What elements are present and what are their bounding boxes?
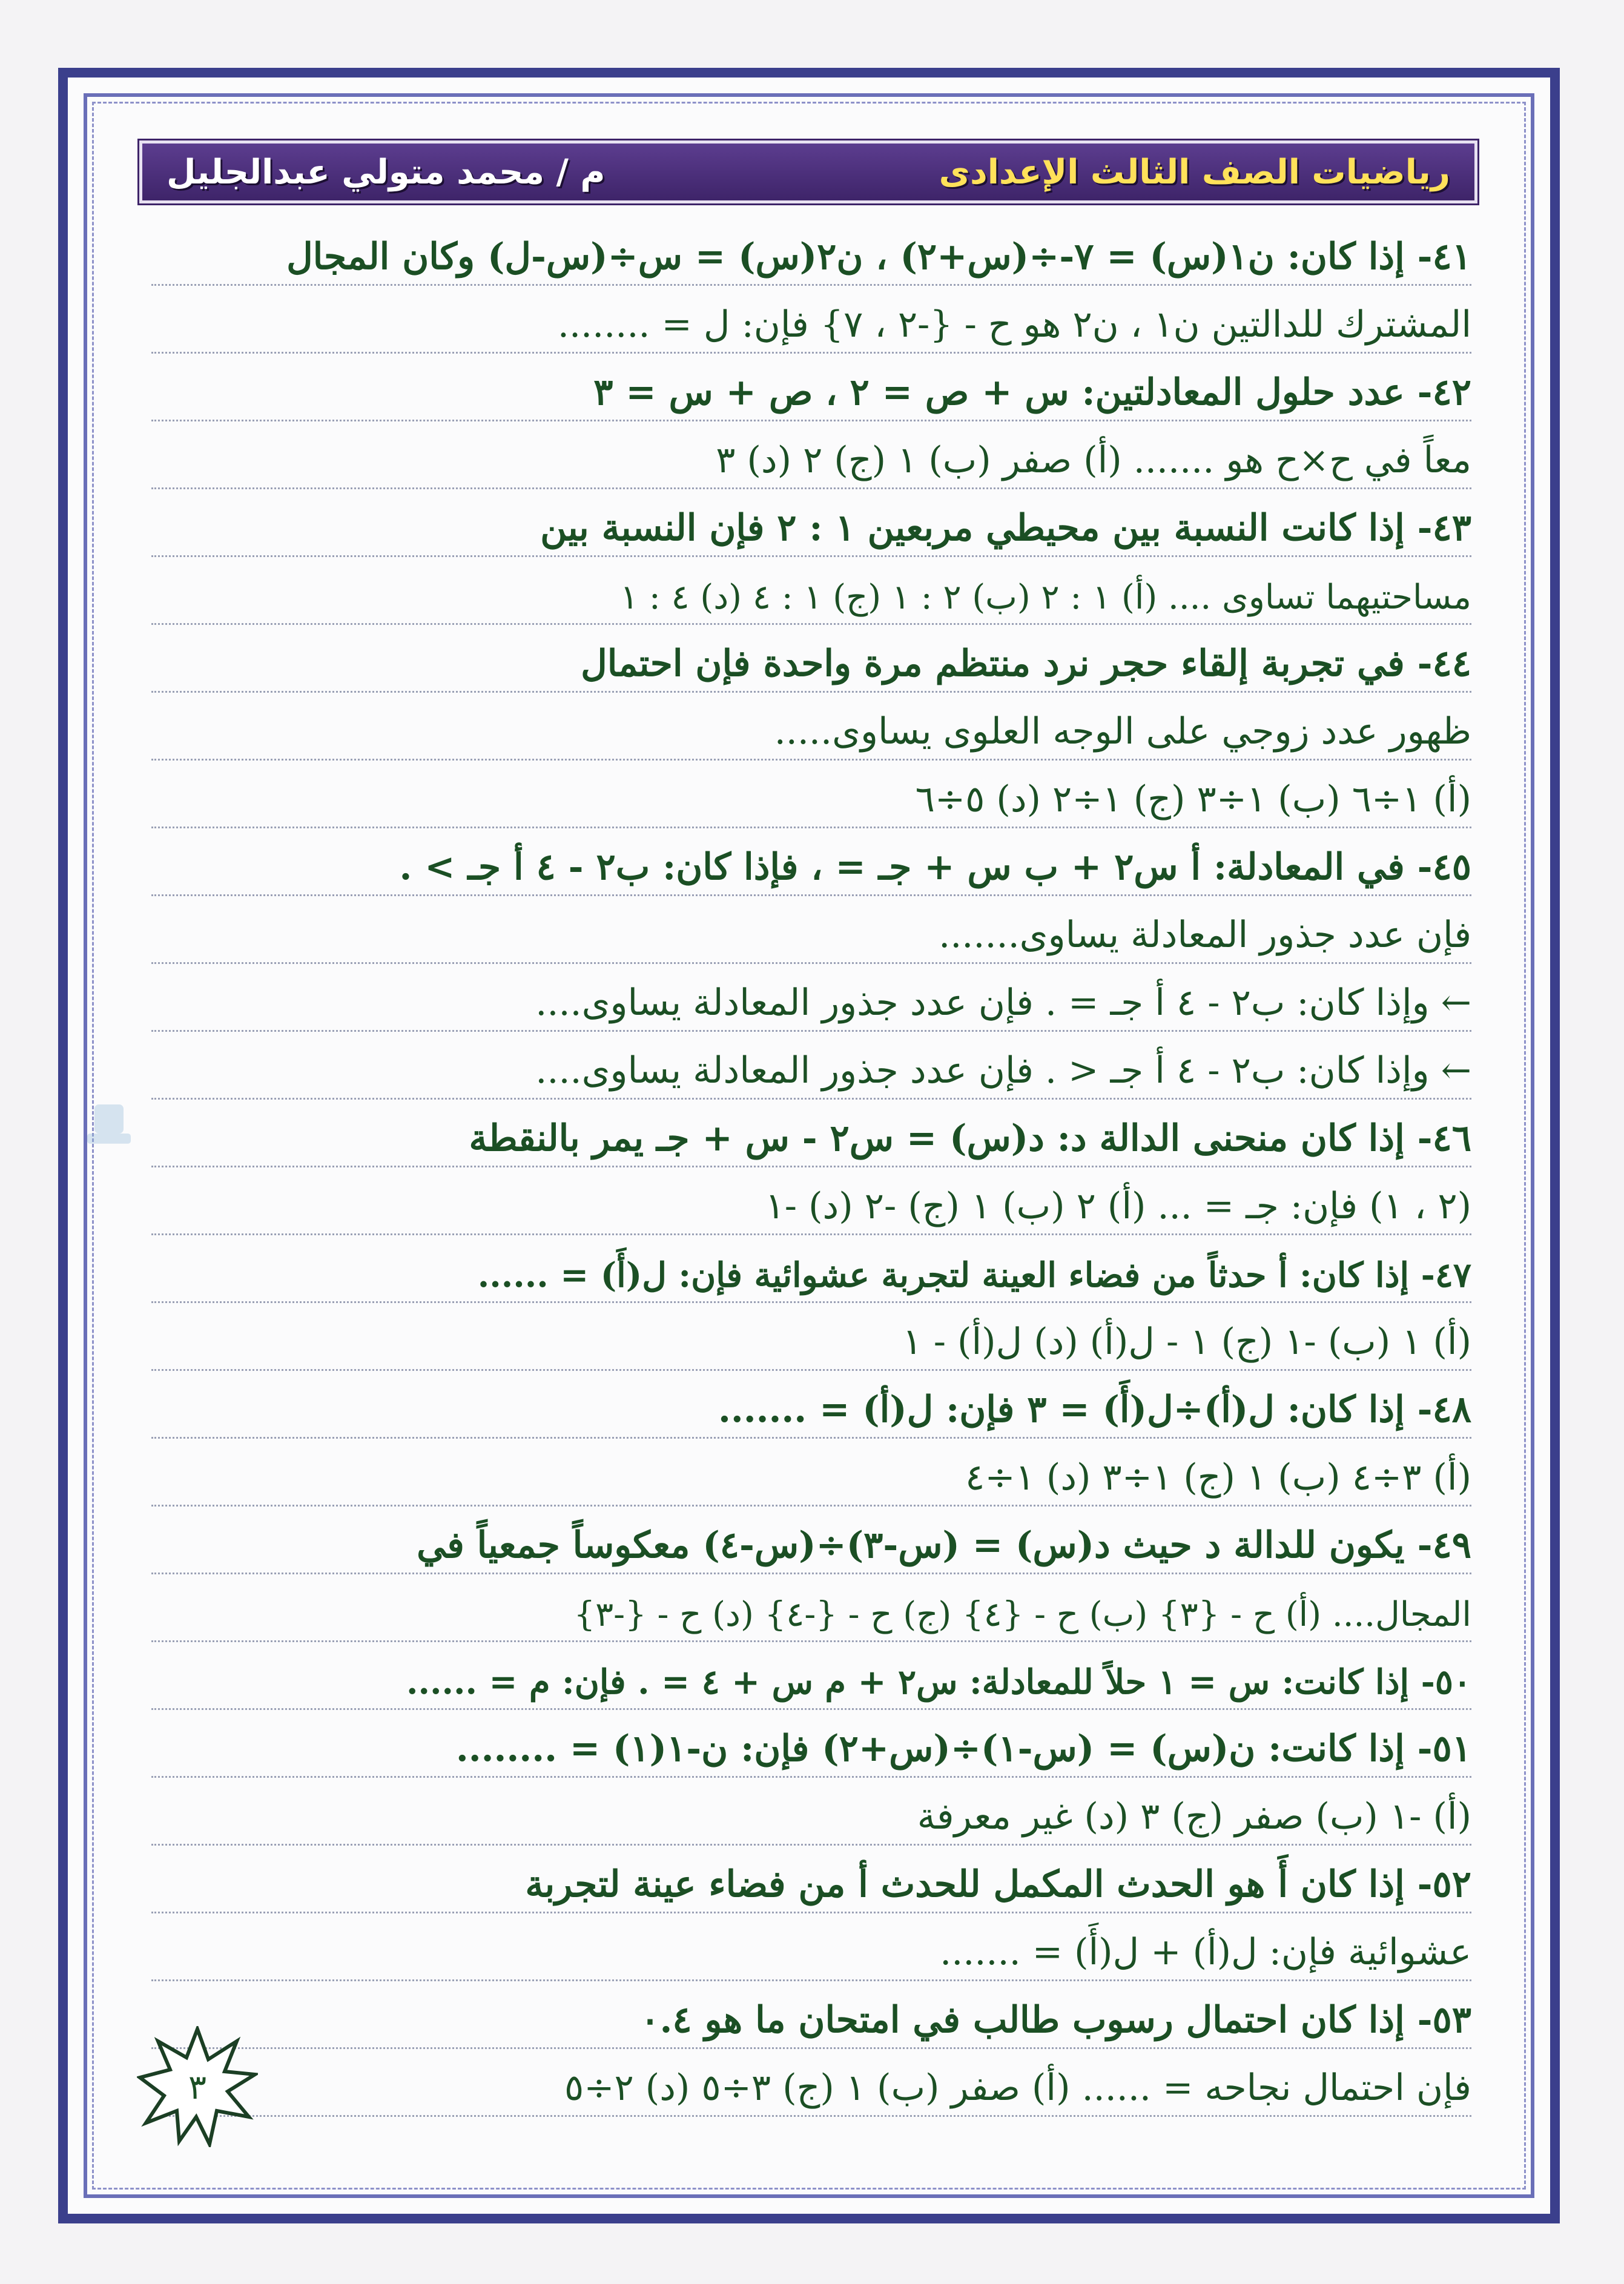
question-51-options: (أ) -١ (ب) صفر (ج) ٣ (د) غير معرفة xyxy=(151,1778,1471,1846)
header-author: م / محمد متولي عبدالجليل xyxy=(167,152,606,192)
question-46-options: (٢ ، ١) فإن: جـ = ... (أ) ٢ (ب) ١ (ج) -٢ (د) -١ xyxy=(151,1167,1471,1235)
question-53-line-1: ٥٣- إذا كان احتمال رسوب طالب في امتحان ما هو ٠.٤ xyxy=(151,1981,1471,2049)
question-41-line-2: المشترك للدالتين ن١ ، ن٢ هو ح - {-٢ ، ٧} فإن: ل = ........ xyxy=(151,286,1471,354)
question-52-line-1: ٥٢- إذا كان أَ هو الحدث المكمل للحدث أ من فضاء عينة لتجربة xyxy=(151,1846,1471,1913)
question-48-line-1: ٤٨- إذا كان: ل(أ)÷ل(أَ) = ٣ فإن: ل(أ) = ....... xyxy=(151,1371,1471,1439)
question-52-line-2: عشوائية فإن: ل(أ) + ل(أَ) = ....... xyxy=(151,1913,1471,1981)
question-43-options: مساحتيهما تساوى .... (أ) ١ : ٢ (ب) ٢ : ١ (ج) ١ : ٤ (د) ٤ : ١ xyxy=(151,557,1471,625)
worksheet-content xyxy=(151,218,1471,2117)
question-51-line-1: ٥١- إذا كانت: ن(س) = (س-١)÷(س+٢) فإن: ن-١(١) = ........ xyxy=(151,1710,1471,1778)
question-42-line-1: ٤٢- عدد حلول المعادلتين: س + ص = ٢ ، ص + س = ٣ xyxy=(151,354,1471,421)
question-48-options: (أ) ٣÷٤ (ب) ١ (ج) ١÷٣ (د) ١÷٤ xyxy=(151,1439,1471,1507)
question-49-line-1: ٤٩- يكون للدالة د حيث د(س) = (س-٣)÷(س-٤) معكوساً جمعياً في xyxy=(151,1507,1471,1574)
question-53-options: فإن احتمال نجاحه = ...... (أ) صفر (ب) ١ (ج) ٣÷٥ (د) ٢÷٥ xyxy=(151,2049,1471,2117)
question-44-options: (أ) ١÷٦ (ب) ١÷٣ (ج) ١÷٢ (د) ٥÷٦ xyxy=(151,761,1471,828)
question-41-line-1: ٤١- إذا كان: ن١(س) = ٧-÷(س+٢) ، ن٢(س) = س÷(س-ل) وكان المجال xyxy=(151,218,1471,286)
page-number: ٣ xyxy=(188,2068,207,2107)
question-43-line-1: ٤٣- إذا كانت النسبة بين محيطي مربعين ١ : ٢ فإن النسبة بين xyxy=(151,489,1471,557)
page-number-starburst xyxy=(137,2026,258,2147)
question-45-line-3: ← وإذا كان: ب٢ - ٤ أ جـ = . فإن عدد جذور المعادلة يساوى.... xyxy=(151,964,1471,1032)
question-45-line-4: ← وإذا كان: ب٢ - ٤ أ جـ < . فإن عدد جذور المعادلة يساوى.... xyxy=(151,1032,1471,1100)
question-45-line-1: ٤٥- في المعادلة: أ س٢ + ب س + جـ = ، فإذا كان: ب٢ - ٤ أ جـ > . xyxy=(151,828,1471,896)
header-banner xyxy=(139,140,1477,203)
logo-watermark xyxy=(73,1090,145,1163)
question-49-options: المجال.... (أ) ح - {٣} (ب) ح - {٤} (ج) ح - {-٤} (د) ح - {-٣} xyxy=(151,1574,1471,1642)
question-44-line-2: ظهور عدد زوجي على الوجه العلوى يساوى..... xyxy=(151,693,1471,761)
question-45-line-2: فإن عدد جذور المعادلة يساوى....... xyxy=(151,896,1471,964)
question-47-options: (أ) ١ (ب) -١ (ج) ١ - ل(أ) (د) ل(أ) - ١ xyxy=(151,1303,1471,1371)
question-47-line-1: ٤٧- إذا كان: أ حدثاً من فضاء العينة لتجربة عشوائية فإن: ل(أَ) = ...... xyxy=(151,1235,1471,1303)
question-42-options: معاً في ح×ح هو ....... (أ) صفر (ب) ١ (ج) ٢ (د) ٣ xyxy=(151,421,1471,489)
question-44-line-1: ٤٤- في تجربة إلقاء حجر نرد منتظم مرة واحدة فإن احتمال xyxy=(151,625,1471,693)
header-title: رياضيات الصف الثالث الإعدادى xyxy=(939,152,1450,192)
question-50-line-1: ٥٠- إذا كانت: س = ١ حلاً للمعادلة: س٢ + م س + ٤ = . فإن: م = ...... xyxy=(151,1642,1471,1710)
question-46-line-1: ٤٦- إذا كان منحنى الدالة د: د(س) = س٢ - س + جـ يمر بالنقطة xyxy=(151,1100,1471,1167)
